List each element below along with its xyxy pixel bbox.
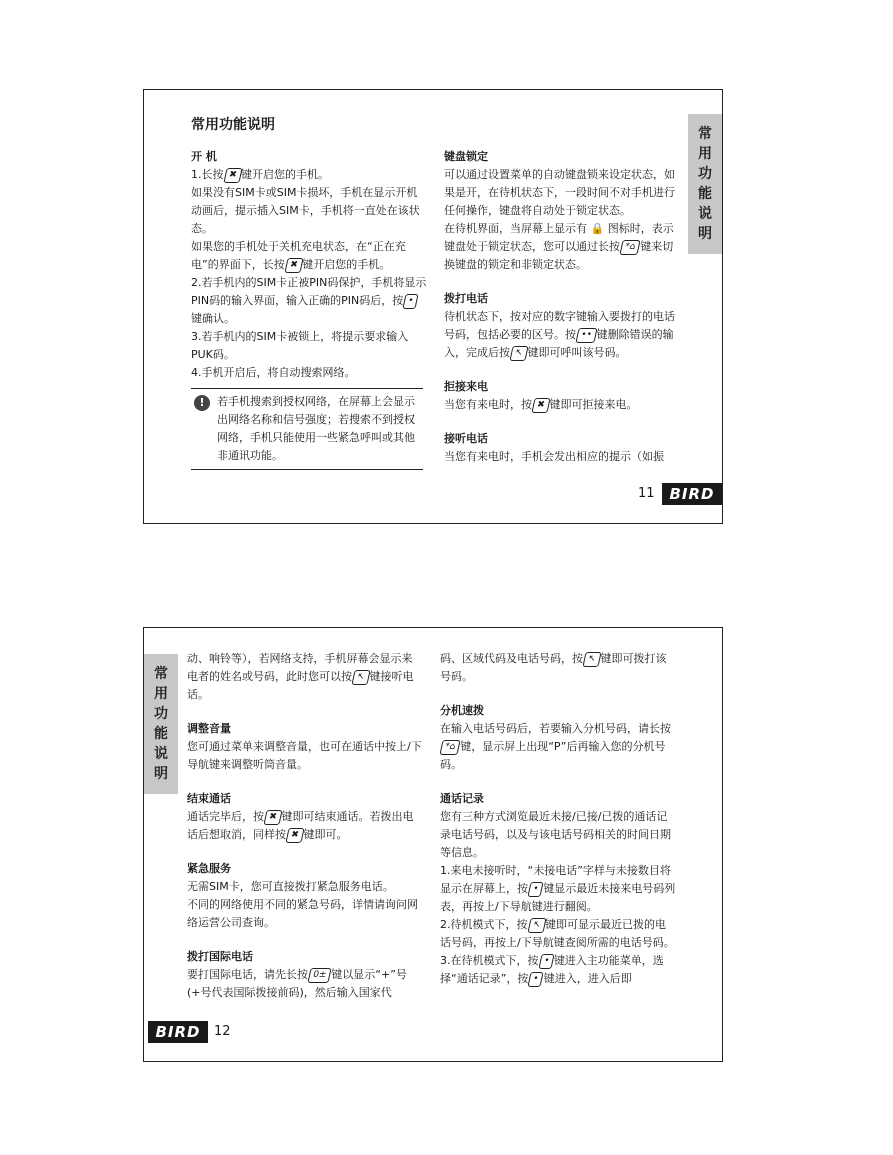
ok-key-icon: • [527,882,544,897]
heading-international: 拨打国际电话 [187,950,253,963]
paragraph: 1.长按 ✖ 键开启您的手机。 [191,168,330,181]
paragraph: 2.待机模式下，按 ↖ 键即可显示最近已拨的电话号码，再按上/下导航键查阅所需的电话号码。 [440,918,675,949]
paragraph: 在输入电话号码后，若要输入分机号码，请长按*⌂ 键，显示屏上出现“P”后再输入您的分机号码。 [440,722,671,771]
end-key-icon: ✖ [284,258,303,273]
clear-key-icon: •• [575,328,597,343]
right-column [444,148,680,466]
heading-answer: 接听电话 [444,432,488,445]
section-title: 常用功能说明 [191,117,275,133]
lock-icon: 🔒 [590,222,605,235]
paragraph: 无需SIM卡，您可直接拨打紧急服务电话。 [187,880,394,893]
ok-key-icon: • [528,972,545,987]
paragraph: 3.若手机内的SIM卡被锁上，将提示要求输入PUK码。 [191,330,409,361]
paragraph: 动、响铃等），若网络支持，手机屏幕会显示来电者的姓名或号码，此时您可以按 ↖ 键接听电话。 [187,652,414,701]
star-key-icon: *⌂ [439,740,460,755]
paragraph: 待机状态下，按对应的数字键输入要拨打的电话号码，包括必要的区号。按 •• 键删除错误的输入，完成后按 ↖ 键即可呼叫该号码。 [444,310,675,359]
left-column [191,148,427,382]
heading-keypad-lock: 键盘锁定 [444,150,488,163]
exclamation-icon: ! [194,395,210,411]
zero-key-icon: 0± [307,968,331,983]
ok-key-icon: • [538,954,555,969]
heading-call-log: 通话记录 [440,792,484,805]
chapter-side-tab: 常 用 功 能 说 明 [688,114,722,254]
send-key-icon: ↖ [527,918,546,933]
end-key-icon: ✖ [263,810,282,825]
heading-power-on: 开 机 [191,150,217,163]
paragraph: 码、区域代码及电话号码，按 ↖ 键即可拨打该号码。 [440,652,667,683]
left-column [187,650,423,1002]
send-key-icon: ↖ [509,346,528,361]
paragraph: 1.来电未接听时，“未接电话”字样与未接数目将显示在屏幕上，按 • 键显示最近未接来电号码列表，再按上/下导航键进行翻阅。 [440,864,676,913]
paragraph: 2.若手机内的SIM卡正被PIN码保护，手机将显示PIN码的输入界面，输入正确的PIN码后，按 •键确认。 [191,276,427,325]
page-number: 11 [638,486,655,501]
heading-reject: 拒接来电 [444,380,488,393]
heading-volume: 调整音量 [187,722,231,735]
paragraph: 在待机界面，当屏幕上显示有 🔒 图标时，表示键盘处于锁定状态，您可以通过长按 *⌂ 键来切换键盘的锁定和非锁定状态。 [444,222,674,271]
paragraph: 可以通过设置菜单的自动键盘锁来设定状态，如果是开，在待机状态下，一段时间不对手机进行任何操作，键盘将自动处于锁定状态。 [444,168,675,217]
paragraph: 3.在待机模式下，按 • 键进入主功能菜单，选择“通话记录”，按 • 键进入，进入后即 [440,954,664,985]
end-key-icon: ✖ [285,828,304,843]
send-key-icon: ↖ [582,652,601,667]
heading-extension: 分机速拨 [440,704,484,717]
heading-end-call: 结束通话 [187,792,231,805]
bird-logo: BIRD [662,483,722,505]
paragraph: 如果您的手机处于关机充电状态，在“正在充电”的界面下，长按 ✖ 键开启您的手机。 [191,240,406,271]
paragraph: 您可通过菜单来调整音量，也可在通话中按上/下导航键来调整听筒音量。 [187,740,422,771]
page-12 [143,627,723,1062]
star-key-icon: *⌂ [619,240,640,255]
page-11 [143,89,723,524]
send-key-icon: ↖ [351,670,370,685]
paragraph: 您有三种方式浏览最近未接/已接/已拨的通话记录电话号码，以及与该电话号码相关的时间日期等信息。 [440,810,671,859]
paragraph: 当您有来电时，按 ✖ 键即可拒接来电。 [444,398,638,411]
chapter-side-tab: 常 用 功 能 说 明 [144,654,178,794]
page-number: 12 [214,1024,231,1039]
paragraph: 通话完毕后，按 ✖ 键即可结束通话。若拨出电话后想取消，同样按 ✖ 键即可。 [187,810,414,841]
ok-key-icon: • [403,294,420,309]
paragraph: 不同的网络使用不同的紧急号码，详情请询问网络运营公司查询。 [187,898,418,929]
end-key-icon: ✖ [531,398,550,413]
end-key-icon: ✖ [223,168,242,183]
heading-emergency: 紧急服务 [187,862,231,875]
paragraph: 当您有来电时，手机会发出相应的提示（如振 [444,450,664,463]
right-column [440,650,676,988]
paragraph: 4.手机开启后，将自动搜索网络。 [191,366,356,379]
paragraph: 如果没有SIM卡或SIM卡损坏，手机在显示开机动画后，提示插入SIM卡，手机将一直处在该状态。 [191,186,420,235]
heading-dial: 拨打电话 [444,292,488,305]
bird-logo: BIRD [148,1021,208,1043]
note-box: ! 若手机搜索到授权网络，在屏幕上会显示出网络名称和信号强度；若搜索不到授权网络，手机只能使用一些紧急呼叫或其他非通讯功能。 [191,388,423,470]
paragraph: 要打国际电话，请先长按 0± 键以显示“+”号(+号代表国际拨接前码)，然后输入国家代 [187,968,407,999]
